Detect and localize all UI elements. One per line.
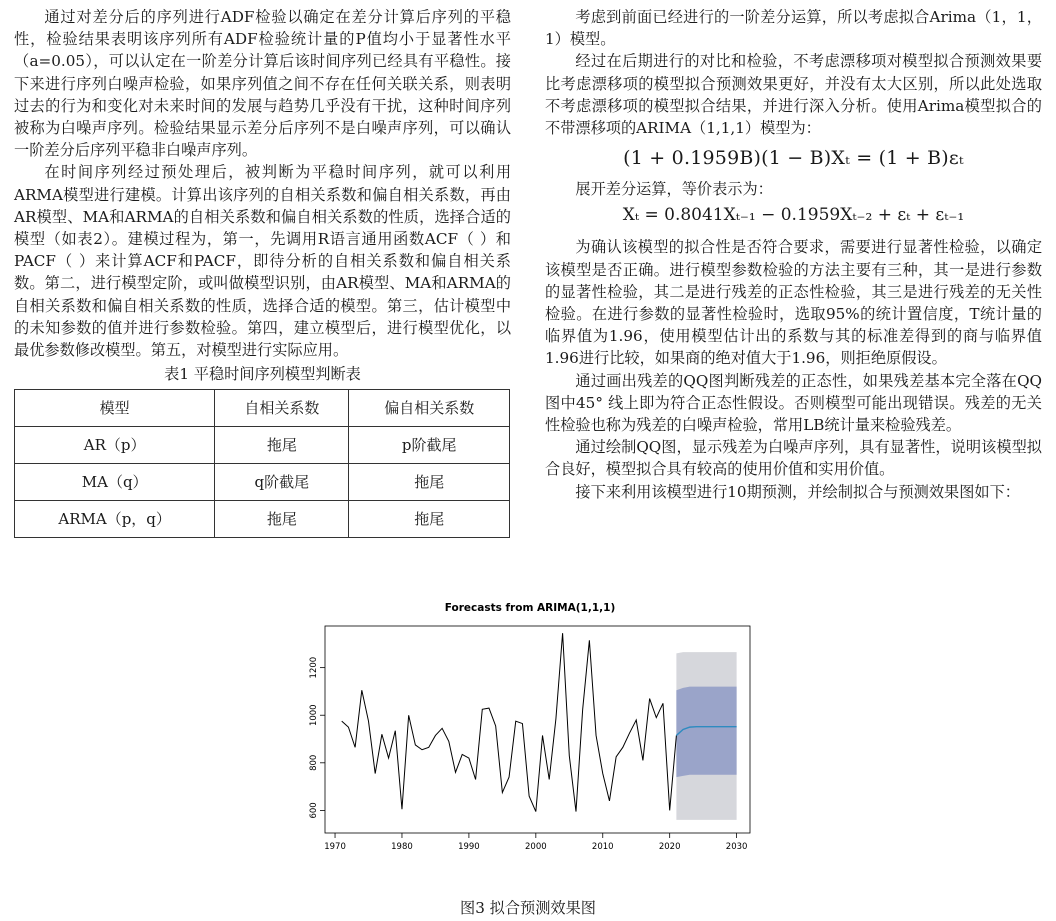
y-tick-label: 1200 [309,656,319,679]
x-tick-label: 1970 [324,842,346,852]
x-tick-label: 2010 [591,842,614,852]
x-tick-label: 2030 [725,842,748,852]
left-column [14,6,511,538]
right-paragraph-4: 为确认该模型的拟合性是否符合要求，需要进行显著性检验，以确定该模型是否正确。进行模型参数检验的方法主要有三种，其一是进行参数的显著性检验，其二是进行残差的正态性检验，其三是进行残差的无关性检验。在进行参数的显著性检验时，选取95%的统计置信度，T统计量的临界值为1.96，使用模型估计出的系数与其的标准差得到的商与临界值1.96进行比较，如果商的绝对值大于1.96，则拒绝原假设。 [545,238,1042,368]
right-paragraph-7: 接下来利用该模型进行10期预测，并绘制拟合与预测效果图如下： [575,482,1020,501]
table-header-cell: 自相关系数 [215,390,349,427]
x-tick-label: 2000 [525,842,547,852]
forecast-chart [300,596,760,862]
y-tick-label: 1000 [309,704,319,727]
left-paragraph-2: 在时间序列经过预处理后，被判断为平稳时间序列，就可以利用ARMA模型进行建模。计算出该序列的自相关系数和偏自相关系数，再由AR模型、MA和ARMA的自相关系数和偏自相关系数的性质，选择合适的模型（如表2）。建模过程为，第一，先调用R语言通用函数ACF（ ）和PACF（ ）来计算ACF和PACF，即待分析的自相关系数和偏自相关系数。第二，进行模型定阶，或叫做模型识别，由AR模型、MA和ARMA的自相关系数和偏自相关系数的性质，选择合适的模型。第三，估计模型中的未知参数的值并进行参数检验。第四，建立模型后，进行模型优化，以最优参数修改模型。第五，对模型进行实际应用。 [14,163,511,360]
table-row [15,464,510,501]
table-cell: ARMA（p，q） [15,501,215,538]
table-header-row [15,390,510,427]
right-paragraph-6: 通过绘制QQ图，显示残差为白噪声序列，具有显著性，说明该模型拟合良好，模型拟合具有较高的使用价值和实用价值。 [545,438,1042,479]
right-paragraph-3: 展开差分运算，等价表示为： [575,180,773,199]
table-cell: 拖尾 [215,501,349,538]
table-cell: p阶截尾 [349,427,510,464]
forecast-chart-svg [300,596,760,862]
y-tick-label: 600 [309,802,319,819]
table-caption: 表1 平稳时间序列模型判断表 [164,365,361,384]
x-tick-label: 1980 [391,842,413,852]
figure-caption: 图3 拟合预测效果图 [460,899,596,917]
equation-arima-model: (1 + 0.1959B)(1 − B)Xₜ = (1 + B)εₜ [623,147,964,170]
right-paragraph-5: 通过画出残差的QQ图判断残差的正态性，如果残差基本完全落在QQ图中45° 线上即为符合正态性假设。否则模型可能出现错误。残差的无关性检验也称为残差的白噪声检验，常用LB统计量来检验残差。 [545,371,1042,435]
right-column [545,6,1042,503]
table-cell: 拖尾 [349,464,510,501]
table-header-cell: 模型 [15,390,215,427]
table-cell: 拖尾 [215,427,349,464]
y-tick-label: 800 [309,754,319,771]
table-row [15,427,510,464]
table-cell: q阶截尾 [215,464,349,501]
right-paragraph-2: 经过在后期进行的对比和检验，不考虑漂移项对模型拟合预测效果要比考虑漂移项的模型拟合预测效果更好，并没有太大区别，所以此处选取不考虑漂移项的模型拟合结果，并进行深入分析。使用Arima模型拟合的不带漂移项的ARIMA（1,1,1）模型为： [545,52,1042,138]
left-paragraph-1: 通过对差分后的序列进行ADF检验以确定在差分计算后序列的平稳性，检验结果表明该序列所有ADF检验统计量的P值均小于显著性水平（a=0.05），可以认定在一阶差分计算后该时间序列已经具有平稳性。接下来进行序列白噪声检验，如果序列值之间不存在任何关联关系，则表明过去的行为和变化对未来时间的发展与趋势几乎没有干扰，这种时间序列被称为白噪声序列。检验结果显示差分后序列不是白噪声序列，可以确认一阶差分后序列平稳非白噪声序列。 [14,8,511,160]
x-tick-label: 1990 [458,842,480,852]
table-cell: AR（p） [15,427,215,464]
equation-expanded: Xₜ = 0.8041Xₜ₋₁ − 0.1959Xₜ₋₂ + εₜ + εₜ₋₁ [622,205,965,226]
prediction-band-80 [676,687,736,777]
model-judgment-table [14,389,510,538]
table-cell: 拖尾 [349,501,510,538]
right-paragraph-1: 考虑到前面已经进行的一阶差分运算，所以考虑拟合Arima（1，1，1）模型。 [545,8,1042,49]
table-header-cell: 偏自相关系数 [349,390,510,427]
chart-title: Forecasts from ARIMA(1,1,1) [444,602,616,614]
observed-series-line [342,633,677,811]
x-tick-label: 2020 [658,842,681,852]
table-row [15,501,510,538]
table-cell: MA（q） [15,464,215,501]
